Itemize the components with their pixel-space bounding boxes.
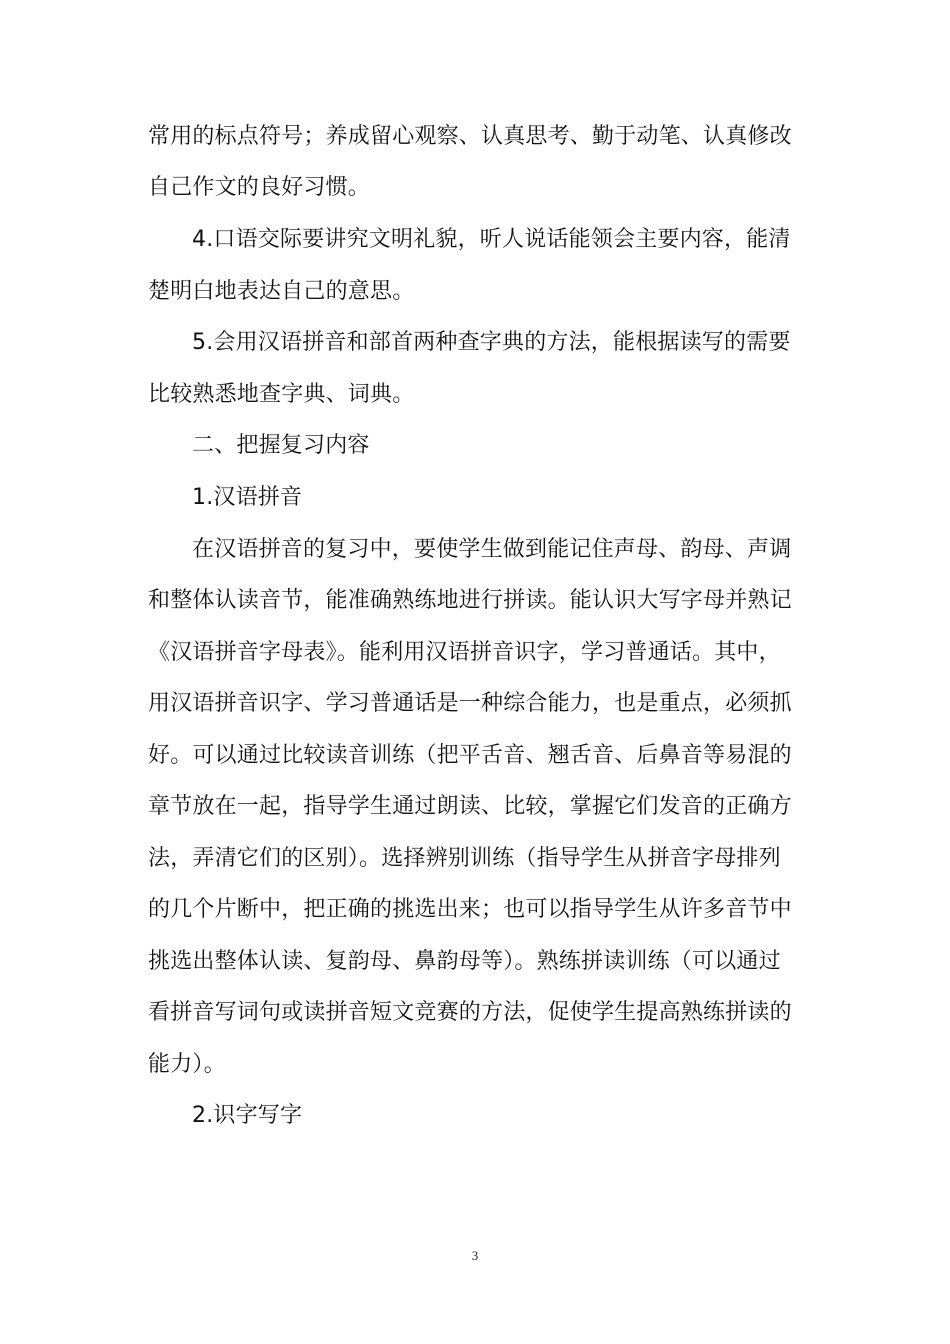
text-line: 和整体认读音节，能准确熟练地进行拼读。能认识大写字母并熟记 <box>148 588 792 613</box>
text-line: 章节放在一起，指导学生通过朗读、比较，掌握它们发音的正确方 <box>148 794 792 819</box>
text-line: 看拼音写词句或读拼音短文竞赛的方法，促使学生提高熟练拼读的 <box>148 1000 792 1025</box>
text-line: 的几个片断中，把正确的挑选出来；也可以指导学生从许多音节中 <box>148 897 792 922</box>
section-heading: 二、把握复习内容 <box>192 433 370 458</box>
text-line: 常用的标点符号；养成留心观察、认真思考、勤于动笔、认真修改 <box>148 124 792 149</box>
text-line: 自己作文的良好习惯。 <box>148 175 371 200</box>
page-number: 3 <box>471 1248 479 1263</box>
text-line: 用汉语拼音识字、学习普通话是一种综合能力，也是重点，必须抓 <box>148 691 792 716</box>
text-line: 能力）。 <box>148 1052 226 1077</box>
text-line: 在汉语拼音的复习中，要使学生做到能记住声母、韵母、声调 <box>192 537 792 562</box>
subsection-heading: 1.汉语拼音 <box>192 485 303 510</box>
text-line: 比较熟悉地查字典、词典。 <box>148 382 415 407</box>
text-line: 好。可以通过比较读音训练（把平舌音、翘舌音、后鼻音等易混的 <box>148 743 792 768</box>
text-line: 楚明白地表达自己的意思。 <box>148 279 415 304</box>
text-line: 挑选出整体认读、复韵母、鼻韵母等）。熟练拼读训练（可以通过 <box>148 949 781 974</box>
text-line: 4.口语交际要讲究文明礼貌，听人说话能领会主要内容，能清 <box>192 227 791 252</box>
subsection-heading: 2.识字写字 <box>192 1103 303 1128</box>
text-line: 法，弄清它们的区别）。选择辨别训练（指导学生从拼音字母排列 <box>148 846 781 871</box>
text-line: 《汉语拼音字母表》。能利用汉语拼音识字，学习普通话。其中， <box>148 640 781 665</box>
text-line: 5.会用汉语拼音和部首两种查字典的方法，能根据读写的需要 <box>192 330 791 355</box>
